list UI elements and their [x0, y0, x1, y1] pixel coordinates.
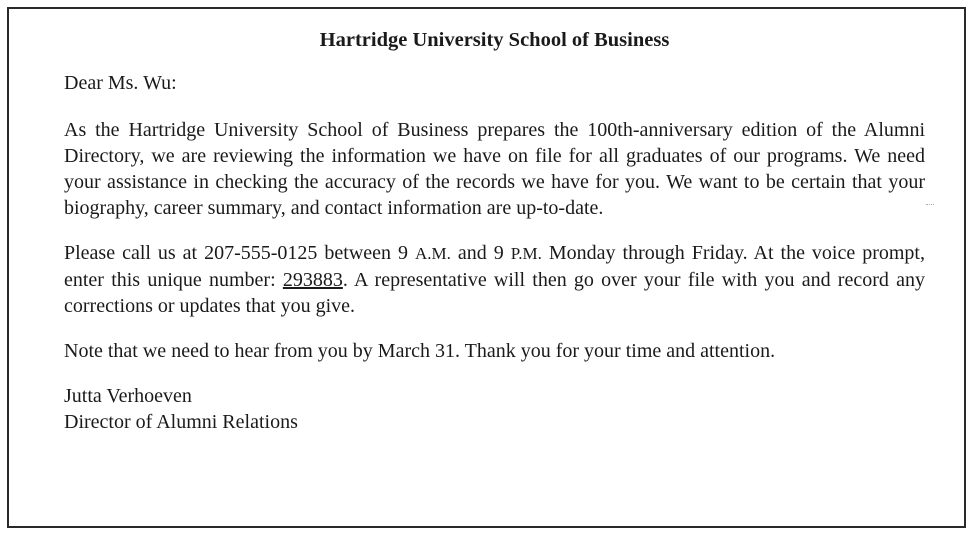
call-text-1: Please call us at 207-555-0125 between 9 [64, 242, 415, 264]
paragraph-call-instructions [64, 240, 925, 319]
call-text-2: and 9 [450, 242, 511, 264]
letter-body [64, 24, 925, 435]
salutation: Dear Ms. Wu: [64, 72, 177, 94]
call-text-4: . A representative will then go over your file with you and record any corrections or updates that you give. [64, 269, 925, 317]
paragraph-directory: As the Hartridge University School of Business prepares the 100th-anniversary edition of the Alumni Directory, we are reviewing the information we have on file for all graduates of our programs. We need your assistance in checking the accuracy of the records we have for you. We want to be certain that your biography, career summary, and contact information are up-to-date. [64, 119, 925, 219]
signer-title: Director of Alumni Relations [64, 411, 298, 433]
pm-label: P.M. [510, 244, 542, 263]
paragraph-deadline: Note that we need to hear from you by March 31. Thank you for your time and attention. [64, 340, 776, 362]
scan-speck [926, 204, 934, 208]
signature-block [64, 383, 925, 435]
call-text-3: Monday through Friday. At the voice prompt, enter this unique number: [64, 242, 925, 291]
letter-heading: Hartridge University School of Business [319, 29, 670, 51]
unique-number: 293883 [282, 269, 343, 291]
signer-name: Jutta Verhoeven [64, 385, 192, 407]
am-label: A.M. [415, 244, 451, 263]
letter-frame [7, 7, 966, 528]
